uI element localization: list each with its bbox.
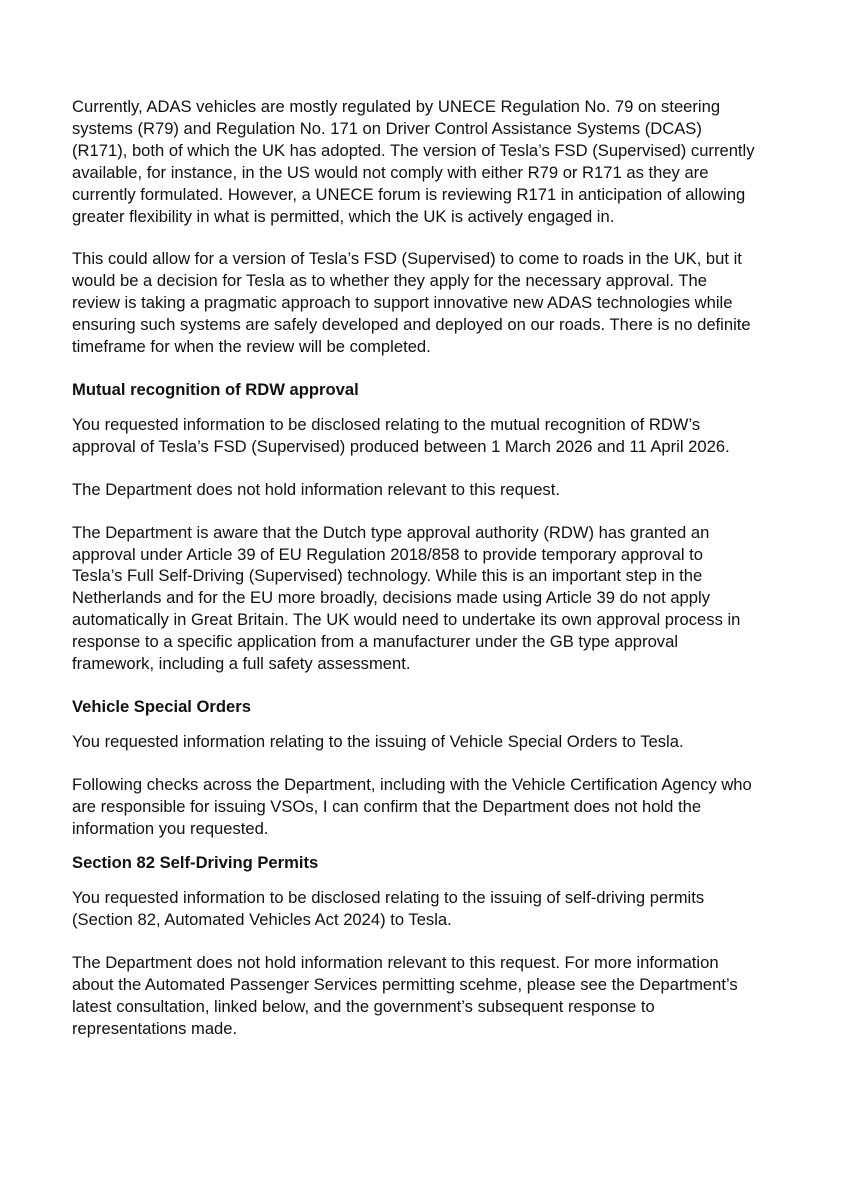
text-line: greater flexibility in what is permitted, which the UK is actively engaged in. <box>72 206 615 226</box>
heading-vehicle-special-orders: Vehicle Special Orders <box>72 696 251 716</box>
text-line: representations made. <box>72 1018 238 1038</box>
text-line: are responsible for issuing VSOs, I can confirm that the Department does not hold the <box>72 796 702 816</box>
text-line: available, for instance, in the US would not comply with either R79 or R171 as they are <box>72 162 709 182</box>
text-line: You requested information to be disclosed relating to the mutual recognition of RDW’s <box>72 414 701 434</box>
text-line: approval of Tesla’s FSD (Supervised) produced between 1 March 2026 and 11 April 2026. <box>72 436 730 456</box>
text-line: review is taking a pragmatic approach to support innovative new ADAS technologies while <box>72 293 733 313</box>
text-line: ensuring such systems are safely developed and deployed on our roads. There is no definite <box>72 315 751 335</box>
text-line: timeframe for when the review will be completed. <box>72 337 431 357</box>
text-line: systems (R79) and Regulation No. 171 on Driver Control Assistance Systems (DCAS) <box>72 118 702 138</box>
text-line: You requested information to be disclosed relating to the issuing of self-driving permits <box>72 888 705 908</box>
paragraph-adas-regulation <box>72 96 792 227</box>
paragraph-permits-request <box>72 887 792 931</box>
paragraph-rdw-not-held <box>72 479 792 501</box>
text-line: Currently, ADAS vehicles are mostly regulated by UNECE Regulation No. 79 on steering <box>72 97 721 116</box>
text-line: framework, including a full safety assessment. <box>72 654 411 674</box>
text-line: Netherlands and for the EU more broadly, decisions made using Article 39 do not apply <box>72 588 710 608</box>
text-line: The Department does not hold information relevant to this request. For more information <box>72 953 719 973</box>
text-line: Tesla’s Full Self-Driving (Supervised) technology. While this is an important step in the <box>72 566 703 586</box>
text-line: currently formulated. However, a UNECE forum is reviewing R171 in anticipation of allowing <box>72 184 746 204</box>
text-line: response to a specific application from a manufacturer under the GB type approval <box>72 632 679 652</box>
text-line: You requested information relating to the issuing of Vehicle Special Orders to Tesla. <box>72 731 684 751</box>
paragraph-rdw-article-39 <box>72 522 792 675</box>
text-line: This could allow for a version of Tesla’s FSD (Supervised) to come to roads in the UK, but it <box>72 249 742 269</box>
paragraph-permits-response <box>72 952 792 1040</box>
text-line: information you requested. <box>72 818 269 838</box>
paragraph-rdw-request <box>72 414 792 458</box>
paragraph-vso-response <box>72 774 792 840</box>
text-line: latest consultation, linked below, and the government’s subsequent response to <box>72 997 655 1016</box>
paragraph-fsd-review <box>72 248 792 358</box>
text-line: (Section 82, Automated Vehicles Act 2024) to Tesla. <box>72 910 452 930</box>
text-line: would be a decision for Tesla as to whether they apply for the necessary approval. The <box>72 271 707 291</box>
text-line: The Department is aware that the Dutch type approval authority (RDW) has granted an <box>72 522 710 542</box>
text-line: about the Automated Passenger Services permitting scehme, please see the Department’s <box>72 975 738 995</box>
text-line: approval under Article 39 of EU Regulation 2018/858 to provide temporary approval to <box>72 544 703 564</box>
heading-mutual-recognition: Mutual recognition of RDW approval <box>72 379 359 399</box>
text-line: Following checks across the Department, including with the Vehicle Certification Agency who <box>72 774 752 794</box>
text-line: The Department does not hold information relevant to this request. <box>72 479 560 499</box>
paragraph-vso-request <box>72 731 792 753</box>
text-line: (R171), both of which the UK has adopted. The version of Tesla’s FSD (Supervised) currently <box>72 140 755 160</box>
text-line: automatically in Great Britain. The UK would need to undertake its own approval process in <box>72 610 741 630</box>
document-page <box>72 96 792 1061</box>
heading-section-82-permits: Section 82 Self-Driving Permits <box>72 853 319 873</box>
